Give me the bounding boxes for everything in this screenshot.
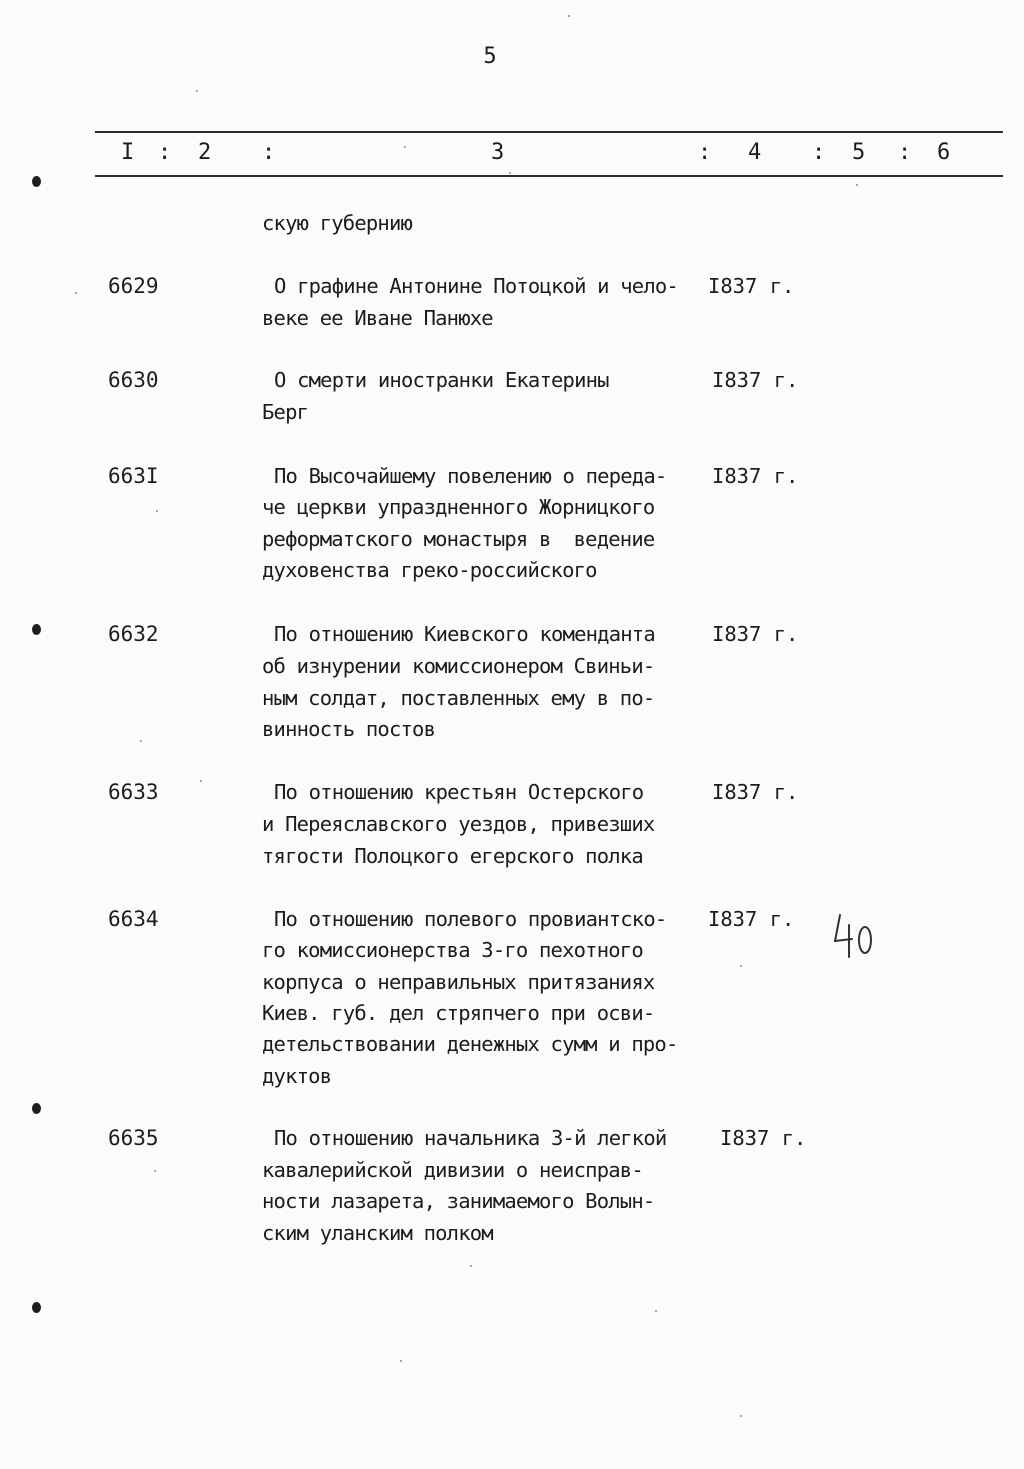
entry-number: 6633: [108, 780, 159, 804]
column-separator: :: [262, 140, 276, 165]
column-separator: :: [898, 140, 912, 165]
punch-hole: [32, 624, 41, 635]
entry-title-line: че церкви упраздненного Жорницкого: [262, 495, 655, 519]
entry-year: I837 г.: [712, 368, 799, 392]
speck: [740, 965, 742, 967]
speck: [196, 90, 198, 92]
entry-title-line: тягости Полоцкого егерского полка: [262, 844, 643, 868]
entry-title-line: По отношению Киевского коменданта: [274, 622, 655, 646]
entry-title-line: ским уланским полком: [262, 1221, 493, 1245]
entry-number: 6634: [108, 907, 159, 931]
entry-year: I837 г.: [712, 622, 799, 646]
speck: [154, 1170, 156, 1172]
entry-number: 6632: [108, 622, 159, 646]
entry-year: I837 г.: [712, 780, 799, 804]
entry-title-line: веке ее Иване Панюхе: [262, 306, 493, 330]
entry-year: I837 г.: [708, 274, 795, 298]
entry-year: I837 г.: [720, 1126, 807, 1150]
continuation-text: скую губернию: [262, 211, 413, 235]
handwritten-note: [830, 905, 880, 965]
entry-title-line: реформатского монастыря в ведение: [262, 527, 655, 551]
speck: [156, 510, 158, 512]
entry-title-line: винность постов: [262, 717, 436, 741]
column-header-4: 4: [748, 140, 762, 165]
entry-title-line: кавалерийской дивизии о неисправ-: [262, 1158, 643, 1182]
entry-title-line: ности лазарета, занимаемого Волын-: [262, 1189, 655, 1213]
speck: [568, 15, 570, 17]
punch-hole: [32, 1103, 41, 1114]
entry-title-line: и Переяславского уездов, привезших: [262, 812, 655, 836]
entry-title-line: корпуса о неправильных притязаниях: [262, 970, 655, 994]
entry-title-line: го комиссионерства 3-го пехотного: [262, 938, 643, 962]
entry-title-line: О графине Антонине Потоцкой и чело-: [274, 274, 678, 298]
entry-title-line: дуктов: [262, 1064, 332, 1088]
page-number: 5: [483, 44, 497, 69]
entry-number: 6629: [108, 274, 159, 298]
column-header-6: 6: [937, 140, 951, 165]
speck: [200, 780, 202, 782]
entry-title-line: По отношению крестьян Остерского: [274, 780, 644, 804]
entry-year: I837 г.: [712, 464, 799, 488]
entry-number: 663I: [108, 464, 159, 488]
speck: [404, 146, 406, 148]
header-bottom-rule: [95, 175, 1003, 177]
entry-title-line: Берг: [262, 400, 309, 424]
entry-title-line: детельствовании денежных сумм и про-: [262, 1032, 678, 1056]
speck: [740, 1415, 742, 1417]
column-separator: :: [698, 140, 712, 165]
entry-title-line: Киев. губ. дел стряпчего при осви-: [262, 1001, 655, 1025]
entry-number: 6635: [108, 1126, 159, 1150]
speck: [75, 292, 77, 294]
column-header-3: 3: [491, 140, 505, 165]
column-separator: :: [812, 140, 826, 165]
column-separator: :: [158, 140, 172, 165]
entry-title-line: По Высочайшему повелению о переда-: [274, 464, 667, 488]
entry-title-line: об изнурении комиссионером Свиньи-: [262, 654, 655, 678]
entry-year: I837 г.: [708, 907, 795, 931]
punch-hole: [32, 176, 41, 187]
entry-title-line: По отношению начальника 3-й легкой: [274, 1126, 667, 1150]
column-header-2: 2: [198, 140, 212, 165]
speck: [470, 1265, 472, 1267]
entry-title-line: По отношению полевого провиантско-: [274, 907, 667, 931]
speck: [509, 172, 511, 174]
speck: [856, 184, 858, 186]
header-top-rule: [95, 131, 1003, 133]
entry-title-line: О смерти иностранки Екатерины: [274, 368, 609, 392]
column-header-5: 5: [852, 140, 866, 165]
entry-title-line: ным солдат, поставленных ему в по-: [262, 686, 655, 710]
column-header-1: I: [121, 140, 135, 165]
speck: [655, 1310, 657, 1312]
speck: [400, 1360, 402, 1362]
punch-hole: [32, 1302, 41, 1313]
entry-number: 6630: [108, 368, 159, 392]
entry-title-line: духовенства греко-российского: [262, 558, 597, 582]
speck: [140, 740, 142, 742]
